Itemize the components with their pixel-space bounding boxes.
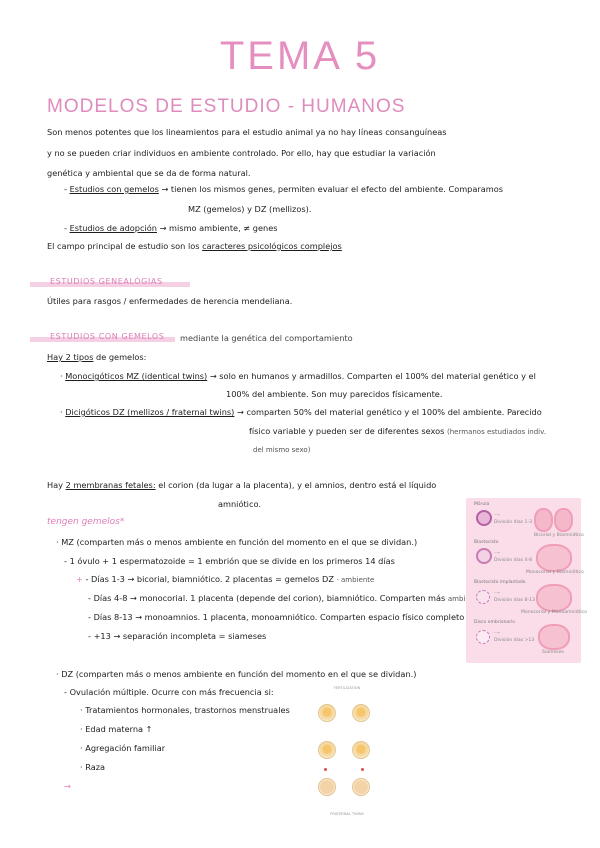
mz-text: → solo en humanos y armadillos. Comparten el 100% del material genético y el — [209, 371, 536, 381]
tengen-dias813-text: Días 8-13 → monoamnios. 1 placenta, monoamniótico. Comparten espacio físico completo — [93, 612, 465, 622]
dz-item: · Agregación familiar — [80, 743, 166, 753]
membranas-line-2: amniótico. — [218, 499, 261, 509]
closing-text: El campo principal de estudio son los — [47, 241, 200, 251]
tipos-line — [47, 351, 146, 363]
page-title: TEMA 5 — [219, 34, 381, 78]
membranas-line — [47, 479, 436, 491]
figure-caption: Monocorial y Monoamniótico — [521, 610, 587, 615]
blastocyst-icon — [476, 548, 492, 564]
figure-arrow-label: División días 1-3 — [494, 520, 533, 525]
figure-row-label: Disco embrionario — [474, 620, 516, 625]
figure-arrow: ⟶ — [494, 590, 500, 595]
dz-item: · Edad materna ↑ — [80, 724, 153, 734]
embryonic-disc-icon — [476, 630, 490, 644]
dz-label: Dicigóticos DZ (mellizos / fraternal twins) — [65, 407, 235, 417]
dz-text-2 — [249, 425, 546, 438]
embryo-left-icon — [534, 508, 553, 532]
sperm-dot-icon — [324, 768, 327, 771]
egg-icon — [352, 704, 370, 722]
mz-bullet: · Monocigóticos MZ (identical twins) → solo en humanos y armadillos. Comparten el 100% del material genético y el — [60, 371, 536, 381]
conjoined-icon — [538, 624, 570, 650]
dz-item-text: Raza — [85, 762, 106, 772]
tengen-mz-intro-text: MZ (comparten más o menos ambiente en función del momento en el que se dividan.) — [61, 537, 418, 547]
tengen-label: tengen gemelos* — [47, 517, 125, 527]
membranas-c: el corion (da lugar a la placenta), y el amnios, dentro está el líquido — [158, 480, 437, 490]
figure-arrow: ⟶ — [494, 630, 500, 635]
tengen-dias48-text: Días 4-8 → monocorial. 1 placenta (depende del corion), biamniótico. Comparten más — [93, 593, 446, 603]
membranas-b: 2 membranas fetales: — [65, 480, 156, 490]
tengen-dias813: - Días 8-13 → monoamnios. 1 placenta, monoamniótico. Comparten espacio físico completo — [88, 612, 465, 622]
dz-item-text: Agregación familiar — [85, 743, 166, 753]
dz-ovulacion: - Ovulación múltiple. Ocurre con más frecuencia si: — [64, 687, 274, 697]
section-heading-genealogias: ESTUDIOS GENEALÓGIAS — [50, 277, 163, 286]
gemelos-study-text-2: MZ (gemelos) y DZ (mellizos). — [188, 204, 312, 214]
figure-arrow: ⟶ — [494, 512, 500, 517]
tengen-dias13-text: Días 1-3 → bicorial, biamniótico. 2 placentas = gemelos DZ — [91, 574, 334, 584]
adopcion-label: Estudios de adopción — [69, 223, 157, 233]
tengen-dias13: + - Días 1-3 → bicorial, biamniótico. 2 placentas = gemelos DZ · ambiente — [76, 574, 375, 584]
mz-label: Monocigóticos MZ (identical twins) — [65, 371, 208, 381]
figure-arrow: ⟶ — [494, 550, 500, 555]
membranas-a: Hay — [47, 480, 64, 490]
sperm-dot-icon — [361, 768, 364, 771]
gemelos-study-label: Estudios con gemelos — [69, 184, 159, 194]
tengen-mz-intro: · MZ (comparten más o menos ambiente en función del momento en el que se dividan.) — [56, 537, 418, 547]
section-heading-gemelos: ESTUDIOS CON GEMELOS — [50, 332, 165, 341]
dz-ovulacion-text: Ovulación múltiple. Ocurre con más frecuencia si: — [69, 687, 274, 697]
dz-item-text: Edad materna ↑ — [85, 724, 153, 734]
dz-text-2-main: físico variable y pueden ser de diferentes sexos — [249, 426, 445, 436]
figure-row-label: Blastocisto — [474, 540, 499, 545]
zygote-icon — [352, 778, 370, 796]
tengen-dias13plus-text: +13 → separación incompleta = siameses — [93, 631, 267, 641]
tipos-text: de gemelos: — [96, 352, 147, 362]
dz-note-2: del mismo sexo) — [253, 446, 311, 454]
dz-note: (hermanos estudiados indiv. — [447, 428, 546, 436]
dz-item: · Tratamientos hormonales, trastornos menstruales — [80, 705, 290, 715]
dz-item-text: Tratamientos hormonales, trastornos menstruales — [85, 705, 290, 715]
dz-section-intro: · DZ (comparten más o menos ambiente en función del momento en el que se dividan.) — [56, 669, 417, 679]
figure-caption: Monocorial y Biamniótico — [526, 570, 584, 575]
implanted-blastocyst-icon — [476, 590, 490, 604]
figure-arrow-label: División días 8-13 — [494, 598, 535, 603]
adopcion-text: → mismo ambiente, ≠ genes — [159, 223, 278, 233]
egg-icon — [352, 741, 370, 759]
dz-item: · Raza — [80, 762, 106, 772]
page-subtitle: MODELOS DE ESTUDIO - HUMANOS — [47, 96, 406, 117]
embryo-right-icon — [554, 508, 573, 532]
intro-line-2: y no se pueden criar individuos en ambiente controlado. Por ello, hay que estudiar la variación — [47, 148, 436, 158]
shared-chorion-icon — [536, 544, 572, 572]
tengen-dias48-note: ambi — [447, 595, 466, 603]
tengen-ovulo-text: 1 óvulo + 1 espermatozoide = 1 embrión que se divide en los primeros 14 días — [69, 556, 395, 566]
dz-bullet: · Dicigóticos DZ (mellizos / fraternal twins) → comparten 50% del material genético y el 100% del ambiente. Parecido — [60, 407, 542, 417]
tengen-dias48: - Días 4-8 → monocorial. 1 placenta (depende del corion), biamniótico. Comparten más ambi — [88, 593, 466, 603]
dz-extra-arrow: → — [64, 781, 71, 791]
figure-row — [466, 620, 581, 660]
intro-closing — [47, 240, 342, 252]
tengen-ovulo: - 1 óvulo + 1 espermatozoide = 1 embrión que se divide en los primeros 14 días — [64, 556, 395, 566]
dz-section-intro-text: DZ (comparten más o menos ambiente en función del momento en el que se dividan.) — [61, 669, 417, 679]
egg-icon — [318, 741, 336, 759]
gemelos-bullet — [64, 183, 503, 195]
egg-icon — [318, 704, 336, 722]
figure-caption: Siameses — [542, 650, 564, 655]
zygote-icon — [318, 778, 336, 796]
figure-arrow-label: División días 4-8 — [494, 558, 533, 563]
shared-amnion-icon — [536, 584, 572, 612]
bullet-dot: - — [64, 184, 70, 194]
adopcion-bullet: - Estudios de adopción → mismo ambiente, ≠ genes — [64, 223, 278, 233]
figure-row-label: Mórula — [474, 502, 490, 507]
twinning-stages-figure — [466, 498, 587, 663]
gemelos-study-text: → tienen los mismos genes, permiten evaluar el efecto del ambiente. Comparamos — [161, 184, 504, 194]
figure-arrow-label: División días >13 — [494, 638, 535, 643]
figure-caption: Bicorial y Biamniótico — [534, 533, 584, 538]
figure-row — [466, 540, 584, 580]
figure-row-label: Blastocisto implantado — [474, 580, 526, 585]
diagram-bottom-caption: FRATERNAL TWINS — [330, 812, 364, 816]
fraternal-twins-diagram — [306, 686, 388, 820]
diagram-top-caption: FERTILIZATION — [333, 686, 361, 690]
tengen-dias13-note: · ambiente — [336, 576, 375, 584]
closing-highlight: caracteres psicológicos complejos — [202, 241, 342, 251]
intro-line-3: genética y ambiental que se da de forma natural. — [47, 168, 251, 178]
tipos-count: Hay 2 tipos — [47, 352, 94, 362]
gemelos-heading-note: mediante la genética del comportamiento — [180, 333, 353, 343]
genealogias-text: Útiles para rasgos / enfermedades de herencia mendeliana. — [47, 296, 293, 306]
figure-row — [466, 500, 584, 540]
dz-text: → comparten 50% del material genético y el 100% del ambiente. Parecido — [237, 407, 542, 417]
mz-text-2: 100% del ambiente. Son muy parecidos físicamente. — [226, 389, 443, 399]
morula-icon — [476, 510, 492, 526]
tengen-dias13plus: - +13 → separación incompleta = siameses — [88, 631, 267, 641]
figure-row — [466, 580, 587, 620]
intro-line-1: Son menos potentes que los lineamientos para el estudio animal ya no hay líneas consanguíneas — [47, 127, 447, 137]
